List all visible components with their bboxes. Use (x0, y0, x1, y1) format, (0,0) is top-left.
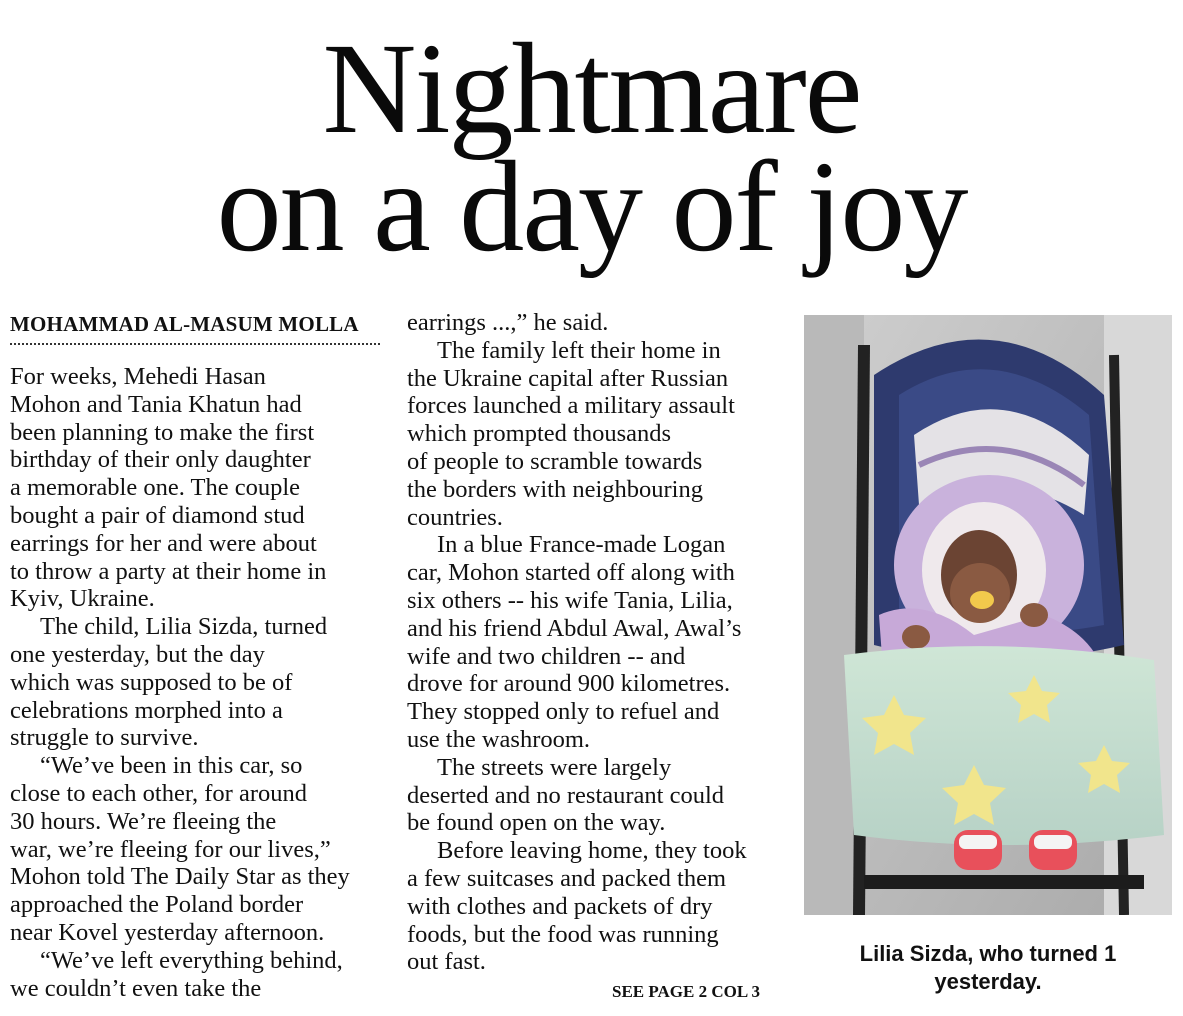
text-line: which was supposed to be of (10, 668, 293, 696)
article-column-2 (407, 309, 779, 976)
text-line: celebrations morphed into a (10, 696, 283, 724)
text-line: For weeks, Mehedi Hasan (10, 363, 266, 390)
text-line: of people to scramble towards (407, 447, 703, 475)
text-line: the Ukraine capital after Russian (407, 364, 729, 392)
paragraph (10, 752, 382, 947)
paragraph (407, 837, 779, 976)
text-line: earrings for her and were about (10, 529, 317, 557)
paragraph (407, 337, 779, 532)
text-line: They stopped only to refuel and (407, 698, 720, 726)
headline (0, 17, 1183, 279)
text-line: and his friend Abdul Awal, Awal’s (407, 614, 742, 642)
text-line: Mohon and Tania Khatun had (10, 390, 302, 418)
text-line: to throw a party at their home in (10, 557, 327, 585)
text-line: 30 hours. We’re fleeing the (10, 807, 277, 835)
text-line: car, Mohon started off along with (407, 559, 735, 587)
text-line: birthday of their only daughter (10, 446, 311, 474)
text-line: struggle to survive. (10, 724, 199, 752)
text-line: a memorable one. The couple (10, 474, 301, 502)
text-line: be found open on the way. (407, 809, 666, 837)
text-line: six others -- his wife Tania, Lilia, (407, 586, 733, 614)
text-line: foods, but the food was running (407, 920, 719, 948)
paragraph (10, 613, 382, 752)
paragraph (407, 309, 779, 337)
photo-caption (804, 940, 1172, 996)
text-line: with clothes and packets of dry (407, 892, 713, 920)
article-column-1 (10, 363, 382, 1002)
text-line: “We’ve left everything behind, (40, 946, 343, 974)
text-line: countries. (407, 503, 503, 531)
text-line: Kyiv, Ukraine. (10, 585, 155, 613)
text-line: the borders with neighbouring (407, 475, 703, 503)
text-line: a few suitcases and packed them (407, 864, 727, 892)
text-line: The streets were largely (437, 753, 672, 781)
article-photo (804, 315, 1172, 915)
text-line: war, we’re fleeing for our lives,” (10, 835, 331, 863)
text-line: bought a pair of diamond stud (10, 501, 305, 529)
text-line: approached the Poland border (10, 891, 304, 919)
paragraph (407, 531, 779, 753)
text-line: earrings ...,” he said. (407, 309, 609, 336)
text-line: been planning to make the first (10, 418, 315, 446)
jump-line[interactable]: SEE PAGE 2 COL 3 (612, 982, 760, 1001)
text-line: which prompted thousands (407, 420, 672, 448)
baby-in-stroller-photo (804, 315, 1172, 915)
paragraph (10, 947, 382, 1003)
headline-line-1: Nightmare (322, 17, 861, 161)
caption-line-1: Lilia Sizda, who turned 1 (859, 941, 1117, 966)
text-line: out fast. (407, 948, 486, 976)
text-line: “We’ve been in this car, so (40, 752, 303, 780)
text-line: wife and two children -- and (407, 642, 686, 670)
text-line: In a blue France-made Logan (437, 531, 726, 559)
text-line: we couldn’t even take the (10, 974, 262, 1002)
headline-line-2: on a day of joy (216, 135, 967, 279)
text-line: one yesterday, but the day (10, 640, 265, 668)
caption-line-2: yesterday. (934, 969, 1042, 994)
text-line: Before leaving home, they took (437, 837, 747, 865)
text-line: use the washroom. (407, 725, 591, 753)
text-line: close to each other, for around (10, 779, 307, 807)
text-line: drove for around 900 kilometres. (407, 670, 731, 698)
text-line: The family left their home in (437, 336, 721, 364)
byline: MOHAMMAD AL-MASUM MOLLA (10, 312, 380, 345)
text-line: deserted and no restaurant could (407, 781, 725, 809)
text-line: Mohon told The Daily Star as they (10, 863, 350, 891)
paragraph (407, 754, 779, 837)
text-line: forces launched a military assault (407, 392, 735, 420)
paragraph (10, 363, 382, 613)
text-line: near Kovel yesterday afternoon. (10, 918, 325, 946)
text-line: The child, Lilia Sizda, turned (40, 613, 328, 641)
